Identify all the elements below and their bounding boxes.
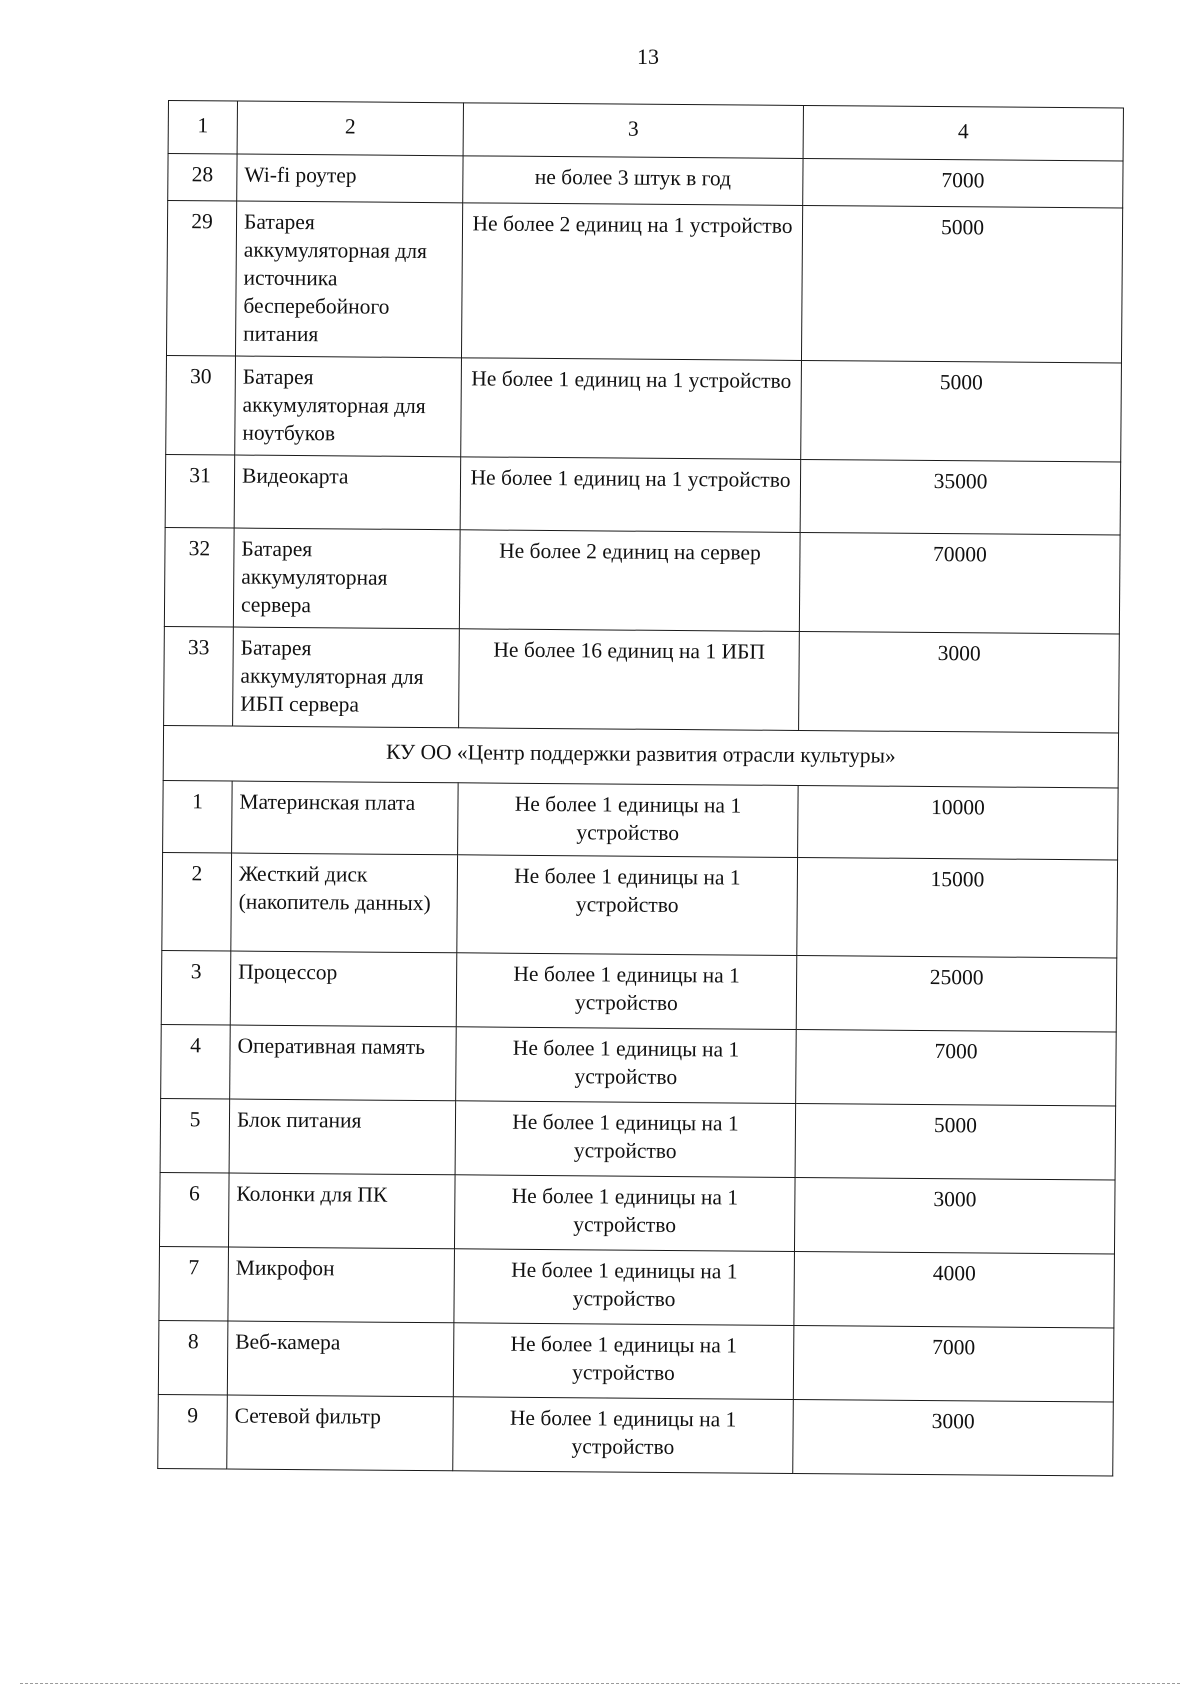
item-norm: Не более 1 единицы на 1 устройство <box>453 1323 794 1400</box>
row-number: 7 <box>159 1246 229 1321</box>
row-number: 33 <box>164 626 234 726</box>
item-norm: Не более 1 единиц на 1 устройство <box>460 457 801 533</box>
norms-table <box>157 100 1124 1476</box>
table-row <box>166 201 1122 363</box>
item-name: Процессор <box>230 951 457 1027</box>
item-norm: Не более 1 единицы на 1 устройство <box>458 783 799 858</box>
item-name: Микрофон <box>228 1247 455 1323</box>
header-cell-2: 2 <box>237 101 463 156</box>
item-name: Видеокарта <box>234 455 461 530</box>
item-price: 5000 <box>795 1103 1116 1180</box>
item-norm: Не более 1 единицы на 1 устройство <box>456 1027 797 1104</box>
item-price: 4000 <box>794 1251 1115 1328</box>
header-cell-1: 1 <box>168 101 237 155</box>
item-price: 3000 <box>799 631 1120 733</box>
item-norm: Не более 16 единиц на 1 ИБП <box>459 629 800 731</box>
item-name: Материнская плата <box>232 781 459 855</box>
item-price: 3000 <box>793 1399 1114 1476</box>
section-title: КУ ОО «Центр поддержки развития отрасли культуры» <box>163 725 1118 787</box>
row-number: 3 <box>161 950 231 1025</box>
table-row <box>160 1098 1116 1179</box>
row-number: 1 <box>163 780 233 853</box>
item-norm: Не более 1 единицы на 1 устройство <box>454 1249 795 1326</box>
table-row <box>158 1394 1114 1475</box>
row-number: 28 <box>168 154 237 202</box>
row-number: 6 <box>159 1172 229 1247</box>
item-name: Батарея аккумуляторная для источника бесперебойного питания <box>235 201 462 358</box>
table-row <box>161 1024 1117 1105</box>
item-name: Батарея аккумуляторная сервера <box>233 528 460 629</box>
header-cell-3: 3 <box>463 103 803 159</box>
item-price: 3000 <box>794 1177 1115 1254</box>
item-price: 7000 <box>803 158 1123 208</box>
item-norm: Не более 1 единицы на 1 устройство <box>454 1175 795 1252</box>
item-name: Батарея аккумуляторная для ИБП сервера <box>233 627 460 728</box>
item-norm: Не более 1 единицы на 1 устройство <box>455 1101 796 1178</box>
item-price: 15000 <box>797 857 1118 958</box>
table-row <box>159 1172 1115 1253</box>
row-number: 2 <box>162 852 232 951</box>
table-row <box>164 527 1120 633</box>
table-row <box>165 454 1121 534</box>
header-cell-4: 4 <box>803 105 1123 161</box>
item-price: 7000 <box>796 1029 1117 1106</box>
item-norm: не более 3 штук в год <box>463 156 803 206</box>
item-norm: Не более 1 единицы на 1 устройство <box>456 953 797 1030</box>
item-price: 35000 <box>800 459 1121 535</box>
item-name: Блок питания <box>229 1099 456 1175</box>
item-norm: Не более 1 единицы на 1 устройство <box>457 855 798 956</box>
item-price: 25000 <box>796 955 1117 1032</box>
item-name: Батарея аккумуляторная для ноутбуков <box>235 356 462 457</box>
table-row <box>164 626 1120 732</box>
item-name: Жесткий диск (накопитель данных) <box>231 853 458 953</box>
item-price: 5000 <box>801 360 1122 462</box>
row-number: 5 <box>160 1098 230 1173</box>
item-price: 70000 <box>799 532 1120 634</box>
page-number: 13 <box>637 44 659 69</box>
table-row <box>168 154 1123 208</box>
item-norm: Не более 2 единиц на сервер <box>459 530 800 632</box>
item-price: 10000 <box>798 785 1119 860</box>
table-row <box>158 1320 1114 1401</box>
item-name: Оперативная память <box>230 1025 457 1101</box>
row-number: 30 <box>166 355 236 455</box>
section-header-row <box>163 725 1118 787</box>
table-row <box>159 1246 1115 1327</box>
table-row <box>161 950 1117 1031</box>
item-name: Wi-fi роутер <box>237 154 463 203</box>
item-norm: Не более 1 единицы на 1 устройство <box>453 1397 794 1474</box>
header-row <box>168 101 1123 161</box>
item-price: 5000 <box>801 205 1122 363</box>
row-number: 4 <box>161 1024 231 1099</box>
item-name: Веб-камера <box>227 1321 454 1397</box>
row-number: 29 <box>166 201 236 357</box>
row-number: 9 <box>158 1394 228 1469</box>
item-norm: Не более 2 единиц на 1 устройство <box>461 203 802 361</box>
row-number: 31 <box>165 454 235 528</box>
table-row <box>162 852 1118 957</box>
item-name: Колонки для ПК <box>228 1173 455 1249</box>
table-row <box>166 355 1122 461</box>
item-norm: Не более 1 единиц на 1 устройство <box>461 358 802 460</box>
item-name: Сетевой фильтр <box>227 1395 454 1471</box>
row-number: 8 <box>158 1320 228 1395</box>
scan-edge-line <box>20 1683 1180 1684</box>
table-row <box>163 780 1119 859</box>
item-price: 7000 <box>793 1325 1114 1402</box>
row-number: 32 <box>164 527 234 627</box>
